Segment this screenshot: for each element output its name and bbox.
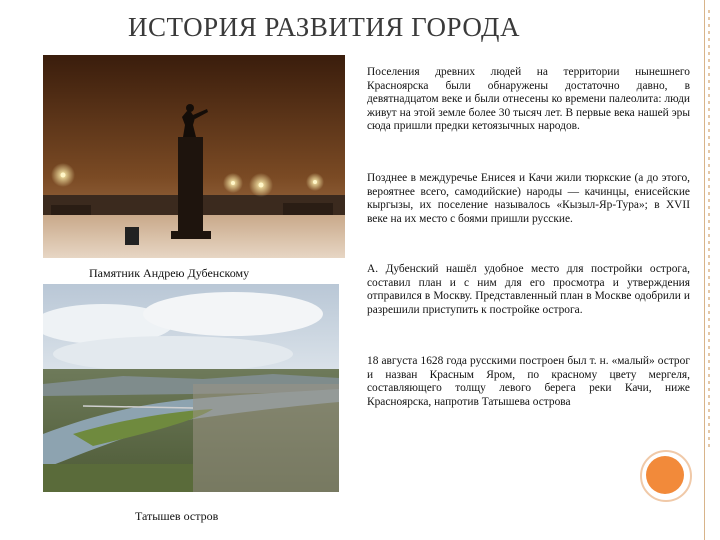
decorative-circle-dot — [646, 456, 684, 494]
decorative-dotted-line — [708, 10, 710, 450]
photo-caption-monument: Памятник Андрею Дубенскому — [89, 266, 250, 280]
history-paragraph-1: Поселения древних людей на территории нынешнего Красноярска были обнаружены достаточно давно, в девятнадцатом веке и были отнесены ко времени палеолита: люди живут на этой земле более 30 тысяч лет. В первые века нашей эры сюда пришли предки кетоязычных народов. — [367, 66, 690, 133]
photo-caption-island: Татышев остров — [135, 509, 219, 523]
slide-title: ИСТОРИЯ РАЗВИТИЯ ГОРОДА — [128, 12, 520, 42]
history-paragraph-2: Позднее в междуречье Енисея и Качи жили тюркские (а до этого, вероятнее всего, самодийские) народы — качинцы, енисейские кыргызы, их поселение называлось «Кызыл-Яр-Тура»; в XVII веке на их место с боями пришли русские. — [367, 172, 690, 225]
history-paragraph-3: А. Дубенский нашёл удобное место для постройки острога, составил план и с ним для его просмотра и утверждения отправился в Москву. Представленный план в Москве одобрили и разрешили приступить к постройке острога. — [367, 263, 690, 316]
history-paragraph-4: 18 августа 1628 года русскими построен был т. н. «малый» острог и назван Красным Яром, по красному цвету мергеля, составляющего толщу левого берега реки Качи, ниже Красноярска, напротив Татышева острова — [367, 355, 690, 408]
aerial-river-photo-icon — [43, 284, 339, 492]
island-photo — [43, 284, 339, 492]
decorative-vertical-line — [704, 0, 705, 540]
monument-night-photo-icon — [43, 55, 345, 258]
monument-photo — [43, 55, 345, 258]
